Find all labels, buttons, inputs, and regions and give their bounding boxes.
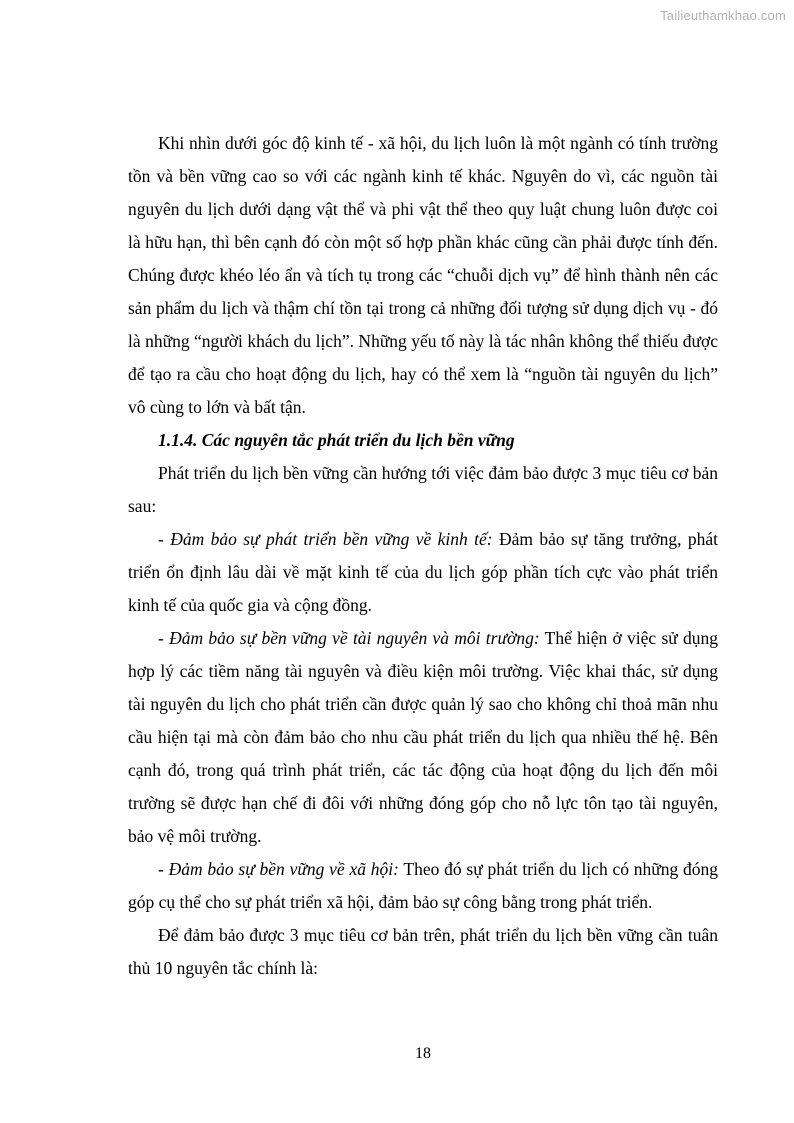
paragraph-conclusion: Để đảm bảo được 3 mục tiêu cơ bản trên, phát triển du lịch bền vững cần tuân thủ 10 nguyên tắc chính là:	[128, 925, 718, 978]
bullet-social-body: Theo đó sự phát triển du lịch có những đóng góp cụ thể cho sự phát triển xã hội, đảm bảo sự công bằng trong phát triển.	[128, 859, 718, 912]
page-number: 18	[415, 1045, 431, 1062]
bullet-resources-environment-lead: - Đảm bảo sự bền vững về tài nguyên và môi trường:	[158, 628, 540, 648]
bullet-economic-sustainability	[128, 523, 718, 622]
section-heading-1-1-4: 1.1.4. Các nguyên tắc phát triển du lịch bền vững	[158, 430, 515, 450]
watermark: Tailieuthamkhao.com	[660, 8, 786, 23]
bullet-economic-lead: - Đảm bảo sự phát triển bền vững về kinh tế:	[158, 529, 493, 549]
bullet-social-sustainability	[128, 853, 718, 919]
paragraph-objectives-intro: Phát triển du lịch bền vững cần hướng tới việc đảm bảo được 3 mục tiêu cơ bản sau:	[128, 463, 718, 516]
bullet-resources-environment-body: Thể hiện ở việc sử dụng hợp lý các tiềm năng tài nguyên và điều kiện môi trường. Việc khai thác, sử dụng tài nguyên du lịch cho phát triển cần được quản lý sao cho không chỉ thoả mãn nhu cầu hiện tại mà còn đảm bảo cho nhu cầu phát triển du lịch qua nhiều thế hệ. Bên cạnh đó, trong quá trình phát triển, các tác động của hoạt động du lịch đến môi trường sẽ được hạn chế đi đôi với những đóng góp cho nỗ lực tôn tạo tài nguyên, bảo vệ môi trường.	[128, 628, 719, 846]
bullet-economic-body: Đảm bảo sự tăng trưởng, phát triển ổn định lâu dài về mặt kinh tế của du lịch góp phần tích cực vào phát triển kinh tế của quốc gia và cộng đồng.	[128, 529, 718, 615]
page-body	[128, 127, 718, 985]
bullet-social-lead: - Đảm bảo sự bền vững về xã hội:	[158, 859, 399, 879]
paragraph-intro: Khi nhìn dưới góc độ kinh tế - xã hội, du lịch luôn là một ngành có tính trường tồn và bền vững cao so với các ngành kinh tế khác. Nguyên do vì, các nguồn tài nguyên du lịch dưới dạng vật thể và phi vật thể theo quy luật chung luôn được coi là hữu hạn, thì bên cạnh đó còn một số hợp phần khác cũng cần phải được tính đến. Chúng được khéo léo ẩn và tích tụ trong các “chuỗi dịch vụ” để hình thành nên các sản phẩm du lịch và thậm chí tồn tại trong cả những đối tượng sử dụng dịch vụ - đó là những “người khách du lịch”. Những yếu tố này là tác nhân không thể thiếu được để tạo ra cầu cho hoạt động du lịch, hay có thể xem là “nguồn tài nguyên du lịch” vô cùng to lớn và bất tận.	[128, 133, 718, 417]
bullet-resources-environment-sustainability	[128, 622, 718, 853]
